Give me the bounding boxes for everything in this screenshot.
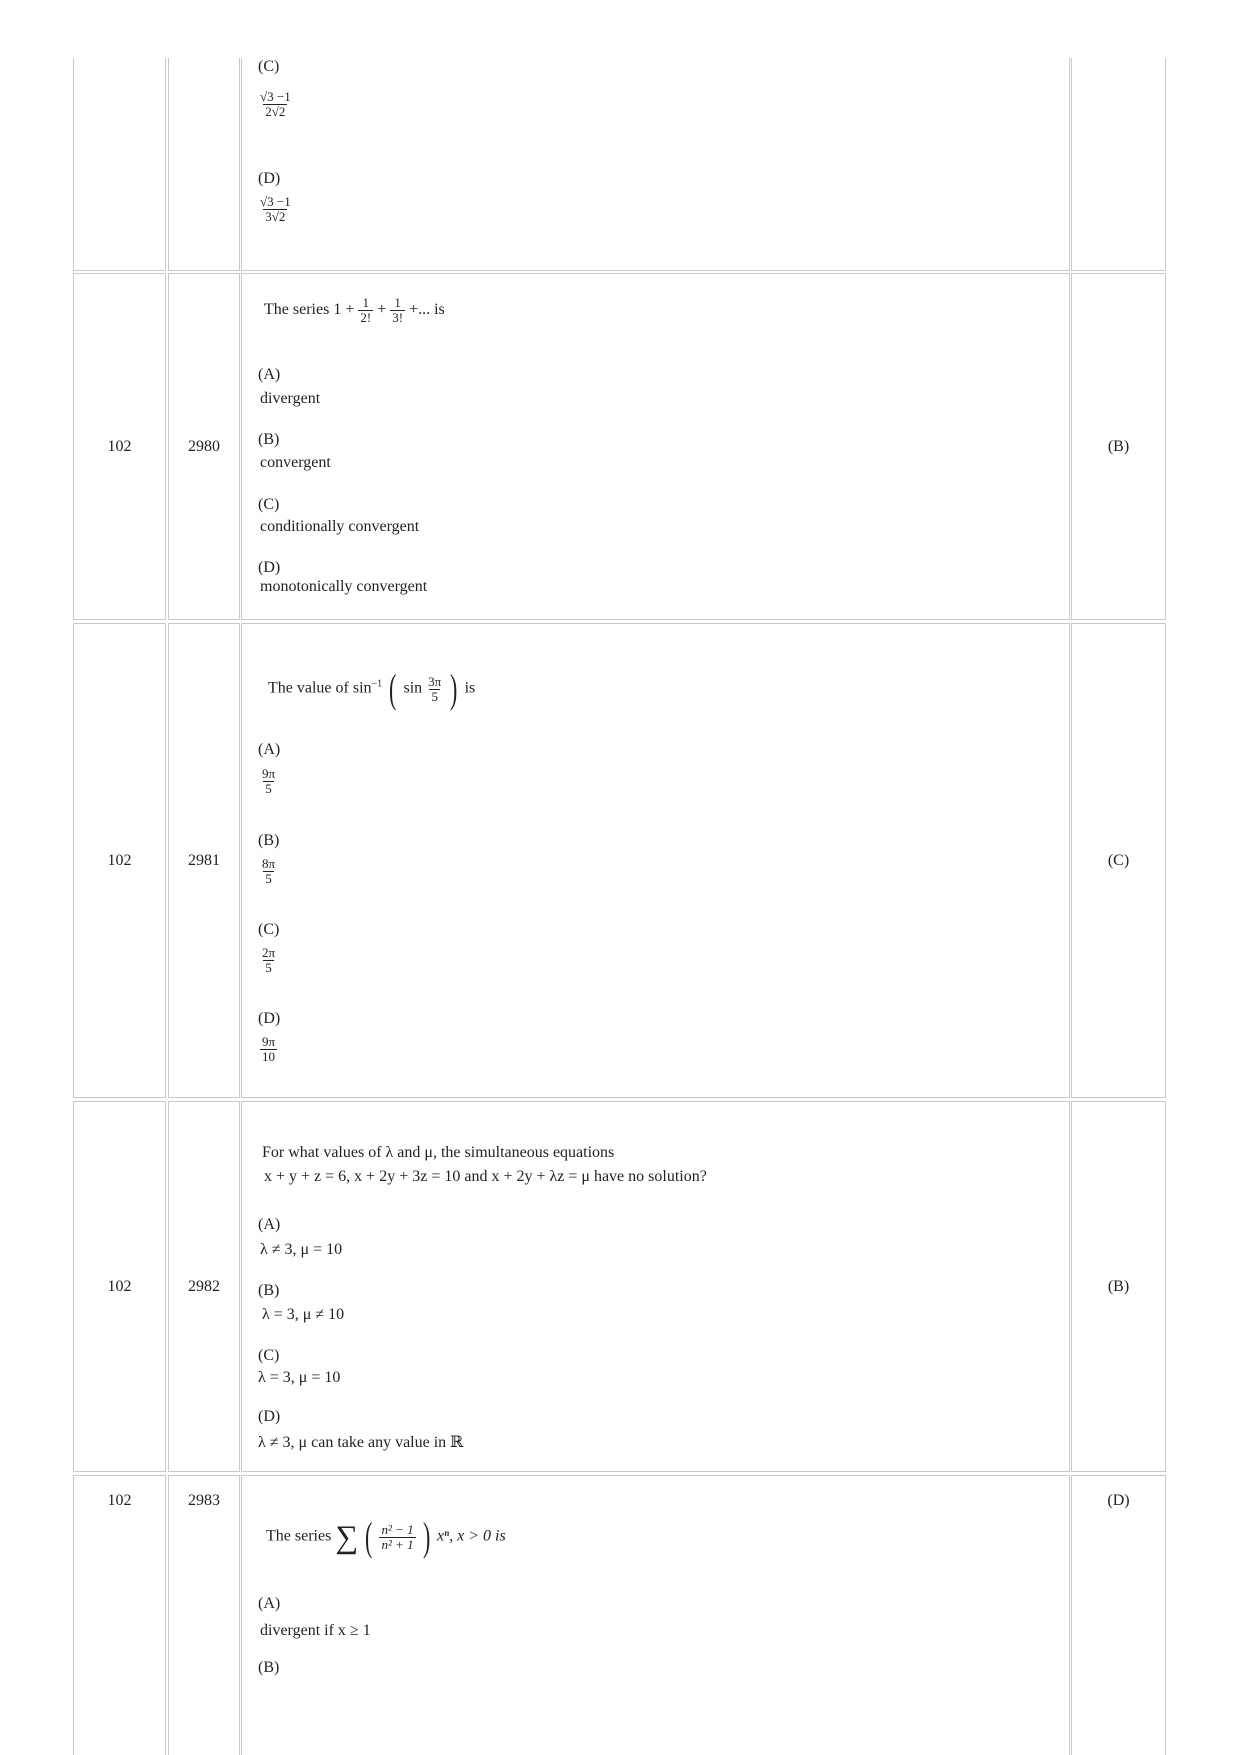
- row-4-paper-cell: [73, 1475, 166, 1755]
- row-1-option-c-text: conditionally convergent: [260, 518, 420, 535]
- row-1-option-c-label: (C): [258, 496, 280, 513]
- row-0-option-d-label: (D): [258, 170, 281, 187]
- answer-key: (C): [1107, 851, 1130, 869]
- row-2-option-b-label: (B): [258, 832, 280, 849]
- row-4-question-cell: [241, 1475, 1070, 1755]
- row-0-question-cell: [241, 58, 1070, 271]
- row-0-option-d-value: $\frac{√3 -1}{3√2}$: [260, 194, 291, 224]
- row-0-qno-cell: [168, 58, 240, 271]
- row-0-paper-cell: [73, 58, 166, 271]
- row-3-option-d-text: λ ≠ 3, μ can take any value in ℝ: [258, 1434, 464, 1451]
- paper-number: 102: [107, 1277, 132, 1295]
- row-3-option-c-text: λ = 3, μ = 10: [258, 1369, 341, 1386]
- row-2-option-d-value: $\frac{9\pi}{10}$: [262, 1034, 276, 1064]
- paper-number: 102: [107, 437, 132, 455]
- question-number: 2980: [188, 437, 220, 455]
- row-3-option-d-label: (D): [258, 1408, 281, 1425]
- row-2-option-c-label: (C): [258, 921, 280, 938]
- row-3-option-a-text: λ ≠ 3, μ = 10: [260, 1241, 343, 1258]
- row-2-paper-cell: [73, 623, 166, 1098]
- row-2-option-a-value: $\frac{9\pi}{5}$: [262, 766, 276, 796]
- answer-key: (B): [1107, 437, 1130, 455]
- row-4-option-a-label: (A): [258, 1595, 281, 1612]
- row-2-qno-cell: [168, 623, 240, 1098]
- row-1-option-b-label: (B): [258, 431, 280, 448]
- question-number: 2983: [188, 1492, 220, 1509]
- row-1-qno-cell: [168, 273, 240, 620]
- question-number: 2982: [188, 1277, 220, 1295]
- row-1-question-cell: [241, 273, 1070, 620]
- row-1-option-b-text: convergent: [260, 454, 331, 471]
- row-3-option-c-label: (C): [258, 1347, 280, 1364]
- row-4-option-b-label: (B): [258, 1659, 280, 1676]
- row-3-qno-cell: [168, 1101, 240, 1472]
- row-1-option-a-text: divergent: [260, 390, 321, 407]
- row-1-option-d-label: (D): [258, 559, 281, 576]
- row-2-answer-cell: [1071, 623, 1166, 1098]
- row-2-option-c-value: $\frac{2\pi}{5}$: [262, 945, 276, 975]
- row-3-option-a-label: (A): [258, 1216, 281, 1233]
- row-1-option-a-label: (A): [258, 366, 281, 383]
- row-3-option-b-text: λ = 3, μ ≠ 10: [262, 1306, 345, 1323]
- row-1-answer-cell: [1071, 273, 1166, 620]
- row-0-option-c-value: $\frac{√3 -1}{2√2}$: [260, 89, 291, 119]
- row-2-question-stem: The value of $\sin^{-1}$ ( sin $\frac{3\pi}{5}$ ) is: [268, 666, 476, 711]
- row-0-answer-cell: [1071, 58, 1166, 271]
- row-3-question-stem-line1: For what values of λ and μ, the simultaneous equations: [262, 1144, 615, 1161]
- row-1-question-stem: The series 1 + $\frac{1}{2!}$ + $\frac{1}{3!}$ +... is: [264, 295, 445, 325]
- row-1-paper-cell: [73, 273, 166, 620]
- row-1-option-d-text: monotonically convergent: [260, 578, 428, 595]
- row-3-question-cell: [241, 1101, 1070, 1472]
- row-0-option-c-label: (C): [258, 58, 280, 75]
- row-3-option-b-label: (B): [258, 1282, 280, 1299]
- row-3-paper-cell: [73, 1101, 166, 1472]
- paper-number: 102: [107, 851, 132, 869]
- row-2-option-a-label: (A): [258, 741, 281, 758]
- row-3-answer-cell: [1071, 1101, 1166, 1472]
- answer-key: (D): [1107, 1492, 1130, 1509]
- row-4-question-stem: The series ∑ ( $\frac{\text{n² − 1}}{\text{n² + 1}}$ ) xⁿ, x > 0 is: [266, 1514, 506, 1559]
- row-3-question-stem-line2: x + y + z = 6, x + 2y + 3z = 10 and x + 2y + λz = μ have no solution?: [264, 1168, 707, 1185]
- row-2-option-b-value: $\frac{8\pi}{5}$: [262, 856, 276, 886]
- row-4-qno-cell: [168, 1475, 240, 1755]
- answer-key: (B): [1107, 1277, 1130, 1295]
- question-number: 2981: [188, 851, 220, 869]
- paper-number: 102: [107, 1492, 132, 1509]
- row-4-answer-cell: [1071, 1475, 1166, 1755]
- row-2-question-cell: [241, 623, 1070, 1098]
- row-2-option-d-label: (D): [258, 1010, 281, 1027]
- row-4-option-a-text: divergent if x ≥ 1: [260, 1622, 371, 1639]
